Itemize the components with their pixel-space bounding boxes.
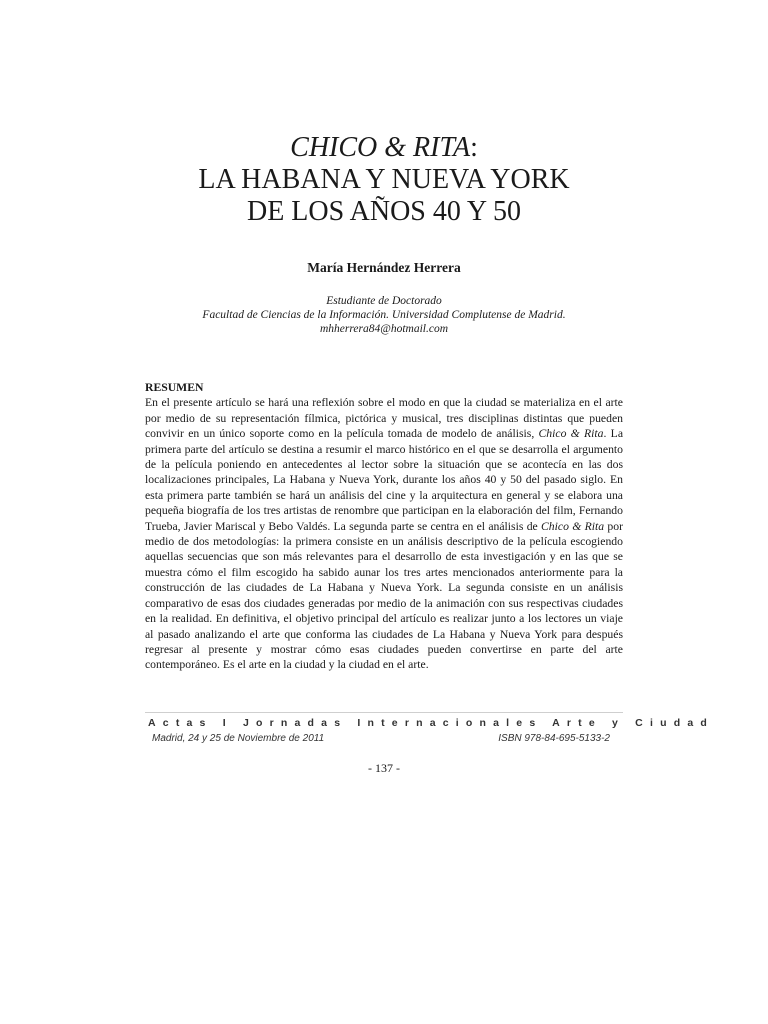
author-name: María Hernández Herrera (307, 260, 461, 275)
abstract-film-title-1: Chico & Rita (538, 427, 604, 441)
title-film-name: CHICO & RITA (290, 132, 471, 163)
title-colon: : (470, 132, 478, 163)
title-line-2: LA HABANA Y NUEVA YORK (198, 164, 570, 195)
footer-isbn: ISBN 978-84-695-5133-2 (498, 733, 610, 744)
abstract-text-3: por medio de dos metodologías: la primera consiste en un análisis descriptivo de la película escogiendo aquellas secuencias que son más relevantes para el desarrollo de esta investigación y en las que se muestra cómo el film escogido ha sabido aunar los tres artes mencionados anteriormente para la construcción de las ciudades de La Habana y Nueva York. La segunda consiste en un análisis comparativo de esas dos ciudades generadas por medio de la animación con sus respectivas ciudades en la realidad. En definitiva, el objetivo principal del artículo es realizar junto a los lectores un viaje al pasado analizando el arte que conforma las ciudades de La Habana y Nueva York para después regresar al presente y mostrar cómo esas ciudades pueden convertirse en parte del arte contemporáneo. Es el arte en la ciudad y la ciudad en el arte. (145, 519, 623, 672)
footer-conference-name: Actas I Jornadas Internacionales Arte y Ciudad (148, 717, 714, 729)
footer-divider (145, 712, 623, 713)
author-email[interactable]: mhherrera84@hotmail.com (319, 323, 449, 335)
title-line-3: DE LOS AÑOS 40 Y 50 (246, 196, 522, 227)
author-institution: Facultad de Ciencias de la Información. Universidad Complutense de Madrid. (202, 309, 566, 321)
author-affiliation (0, 294, 768, 336)
abstract-film-title-2: Chico & Rita (541, 519, 605, 533)
footer-date: Madrid, 24 y 25 de Noviembre de 2011 (152, 733, 325, 744)
abstract-heading: RESUMEN (145, 381, 204, 394)
paper-title (0, 132, 768, 228)
abstract (145, 380, 623, 673)
title-line-1 (0, 132, 768, 164)
author-role: Estudiante de Doctorado (326, 295, 442, 307)
abstract-text-2: . La primera parte del artículo se destina a resumir el marco histórico en el que se desarrolla el argumento de la película poniendo en antecedentes al lector sobre la situación que se acontecía en las dos localizaciones principales, La Habana y Nueva York, durante los años 40 y 50 del pasado siglo. En esta primera parte también se hará un análisis del cine y la arquitectura en general y se elabora una pequeña biografía de los tres artistas de renombre que participan en la elaboración del film, Fernando Trueba, Javier Mariscal y Bebo Valdés. La segunda parte se centra en el análisis de (145, 427, 624, 533)
abstract-text-1: En el presente artículo se hará una reflexión sobre el modo en que la ciudad se materializa en el arte por medio de su representación fílmica, pictórica y musical, tres disciplinas distintas que pueden convivir en un único soporte como en la película tomada de modelo de análisis, (145, 396, 623, 441)
page-number: - 137 - (368, 761, 400, 775)
